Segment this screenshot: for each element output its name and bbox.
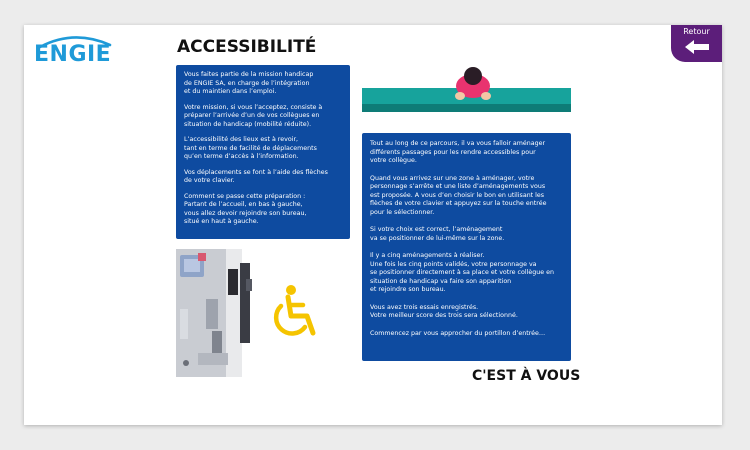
rules-paragraph: Quand vous arrivez sur une zone à aménager, votre personnage s’arrête et une liste d’aménagements vous est proposée. A vous d’en choisir le bon en utilisant les flèches de votre clavier et appuyez sur la touche entrée pour le sélectionner. [370,174,547,216]
wheelchair-icon [267,283,329,343]
game-screen [24,25,722,425]
rules-paragraph: Si votre choix est correct, l’aménagement va se positionner de lui-même sur la zone. [370,226,505,242]
page-title: ACCESSIBILITÉ [177,37,317,57]
logo-text: ENGIE [34,42,112,67]
intro-paragraph: Vos déplacements se font à l’aide des flèches de votre clavier. [184,168,328,184]
rules-paragraph: Tout au long de ce parcours, il va vous falloir aménager différents passages pour les rendre accessibles pour votre collègue. [370,140,546,164]
character-desk-illustration [362,61,572,117]
intro-paragraph: L’accessibilité des lieux est à revoir, tant en terme de facilité de déplacements qu’en terme d’accès à l’information. [184,136,317,160]
back-button-label: Retour [683,27,710,36]
intro-paragraph: Comment se passe cette préparation : Partant de l’accueil, en bas à gauche, vous allez devoir rejoindre son bureau, situé en haut à gauche. [184,192,307,225]
rules-panel [362,133,571,361]
rules-paragraph: Commencez par vous approcher du portillon d’entrée… [370,329,546,337]
rules-paragraph: Il y a cinq aménagements à réaliser. Une fois les cinq points validés, votre personnage va se positionner directement à sa place et votre collègue en situation de handicap va faire son apparition et rejoindre son bureau. [370,252,554,293]
back-arrow-icon [684,39,710,55]
start-call-to-action: C'EST À VOUS [472,368,581,384]
character-icon [455,67,491,100]
back-button[interactable] [671,25,722,62]
rules-paragraph: Vous avez trois essais enregistrés. Votre meilleur score des trois sera sélectionné. [370,303,518,319]
intro-paragraph: Votre mission, si vous l’acceptez, consiste à préparer l’arrivée d’un de vos collègues en situation de handicap (mobilité réduite). [184,103,323,128]
engie-logo [34,33,114,67]
reception-desk-illustration [176,249,266,379]
intro-panel [176,65,350,239]
intro-paragraph: Vous faites partie de la mission handicap de ENGIE SA, en charge de l’intégration et du maintien dans l’emploi. [184,71,314,95]
